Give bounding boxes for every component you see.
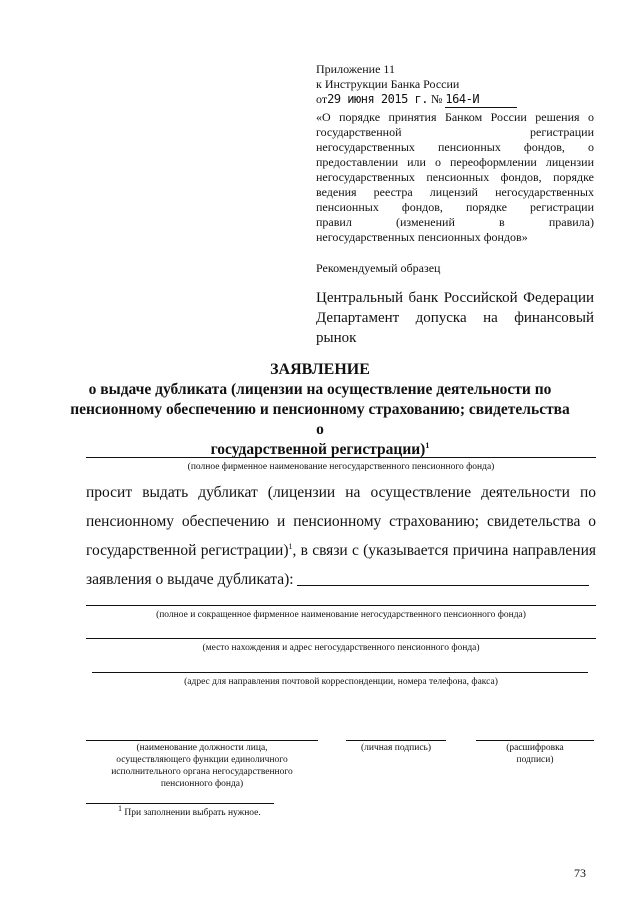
page-number: 73: [574, 866, 586, 880]
addressee-department: Департамент допуска на финансовый: [316, 310, 594, 326]
appendix-header: [316, 62, 594, 276]
appendix-number: Приложение 11: [316, 62, 395, 76]
full-short-name-field-line[interactable]: [86, 605, 596, 606]
position-field-line[interactable]: [86, 740, 318, 741]
fund-name-field-line[interactable]: [86, 457, 596, 458]
body-line: просит выдать дубликат (лицензии на осуществление деятельности по: [86, 484, 596, 501]
addressee-bank: Центральный банк Российской Федерации: [316, 290, 594, 306]
mail-address-field-line[interactable]: [92, 672, 588, 673]
subject-line: предоставлении или о переоформлении лицензии: [316, 155, 594, 169]
subject-line: правил (изменений в правила): [316, 215, 594, 229]
full-short-name-caption: (полное и сокращенное фирменное наименование негосударственного пенсионного фонда): [156, 610, 526, 620]
footnote-mark: 1: [288, 541, 293, 551]
body-line: [86, 565, 596, 594]
title-main: ЗАЯВЛЕНИЕ: [270, 361, 370, 378]
subject-line: государственной регистрации: [316, 125, 594, 139]
signature-decoding-field-line[interactable]: [476, 740, 594, 741]
instruction-subject: [316, 110, 594, 245]
body-line: государственной регистрации)$^1$, в связи с (указывается причина направления: [86, 541, 596, 559]
location-field-line[interactable]: [86, 638, 596, 639]
title-line: пенсионному обеспечению и пенсионному страхованию; свидетельства о: [70, 401, 570, 438]
footnote-text: При заполнении выбрать нужное.: [124, 808, 261, 818]
subject-line: пенсионных фондов, порядке регистрации: [316, 200, 594, 214]
subject-line: ведения реестра лицензий негосударственных: [316, 185, 594, 199]
request-paragraph: [86, 478, 596, 594]
subject-line: «О порядке принятия Банком России решения о: [316, 110, 594, 124]
footnote-mark: 1: [425, 440, 430, 450]
footnote-mark: 1: [118, 803, 122, 813]
subject-line: негосударственных пенсионных фондов»: [316, 230, 528, 244]
recommended-sample-label: Рекомендуемый образец: [316, 261, 441, 275]
instruction-reference: к Инструкции Банка России: [316, 77, 460, 91]
position-caption: (наименование должности лица, осуществляющего функции единоличного исполнительного органа негосударственного пенсионного фонда): [111, 743, 293, 789]
instruction-date-number: [316, 92, 594, 108]
date-value: 29 июня 2015 г.: [327, 92, 428, 106]
signature-caption: (личная подпись): [360, 743, 432, 753]
title-line: государственной регистрации)$^1$: [210, 440, 430, 458]
body-line: пенсионному обеспечению и пенсионному страхованию; свидетельства о: [86, 513, 596, 530]
number-value: 164-И: [445, 92, 517, 108]
subject-line: негосударственных пенсионных фондов, о: [316, 140, 594, 154]
location-caption: (место нахождения и адрес негосударственного пенсионного фонда): [202, 643, 480, 653]
from-prefix: от: [316, 92, 328, 106]
fund-name-caption: (полное фирменное наименование негосударственного пенсионного фонда): [187, 462, 495, 472]
document-title: [70, 360, 570, 460]
reason-label: заявления о выдаче дубликата):: [86, 571, 294, 588]
signature-decoding-caption: (расшифровка подписи): [506, 743, 564, 765]
signature-field-line[interactable]: [346, 740, 446, 741]
reason-field-line[interactable]: [297, 585, 589, 586]
footnote: [118, 803, 261, 818]
number-sign: №: [430, 92, 443, 106]
footnote-separator: [86, 803, 274, 804]
addressee-department-end: рынок: [316, 330, 357, 346]
title-line: о выдаче дубликата (лицензии на осуществление деятельности по: [88, 381, 552, 398]
addressee: [316, 288, 594, 348]
mail-address-caption: (адрес для направления почтовой корреспонденции, номера телефона, факса): [184, 677, 498, 687]
subject-line: негосударственных пенсионных фондов, порядке: [316, 170, 594, 184]
